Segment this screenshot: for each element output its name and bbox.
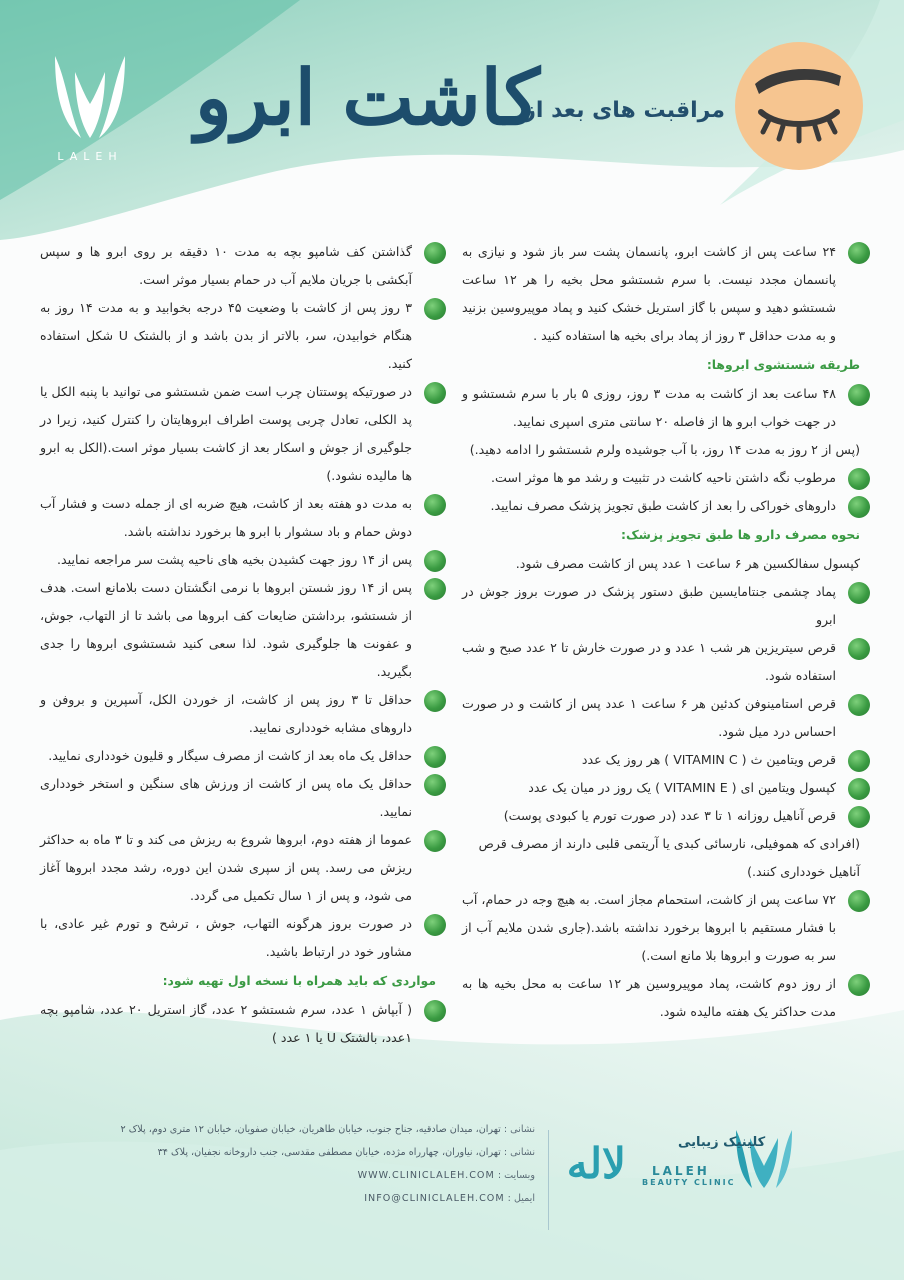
green-bullet-icon <box>424 774 446 796</box>
list-item <box>462 380 870 436</box>
green-bullet-icon <box>424 1000 446 1022</box>
list-item-text: در صورت بروز هرگونه التهاب، جوش ، ترشح و تورم غیر عادی، با مشاور خود در ارتباط باشید. <box>40 916 412 959</box>
website-line: وبسایت : WWW.CLINICLALEH.COM <box>105 1164 535 1187</box>
list-item-text: حداقل یک ماه بعد از کاشت از مصرف سیگار و قلیون خودداری نمایید. <box>48 748 412 763</box>
list-item <box>462 746 870 774</box>
list-item <box>40 910 446 966</box>
green-bullet-icon <box>424 914 446 936</box>
note-text: (افرادی که هموفیلی، نارسائی کبدی یا آریتمی قلبی دارند از مصرف قرص آناهیل خودداری کنند.) <box>478 836 860 879</box>
contact-info <box>105 1118 535 1210</box>
title-big: کاشت ابرو <box>195 53 541 142</box>
green-bullet-icon <box>424 550 446 572</box>
list-item-text: ( آبپاش ۱ عدد، سرم شستشو ۲ عدد، گاز استریل ۲۰ عدد، شامپو بچه ۱عدد، بالشتک U یا ۱ عدد ) <box>40 1002 413 1045</box>
right-column <box>462 238 870 1026</box>
list-item-text: حداقل تا ۳ روز پس از کاشت، از خوردن الکل، آسپرین و بروفن و داروهای مشابه خودداری نمایید. <box>40 692 412 735</box>
list-item <box>40 770 446 826</box>
page-title <box>195 40 725 190</box>
list-item-text: گذاشتن کف شامپو بچه به مدت ۱۰ دقیقه بر روی ابرو ها و سپس آبکشی با جریان ملایم آب در حمام بسیار موثر است. <box>40 244 412 287</box>
green-bullet-icon <box>848 242 870 264</box>
list-item <box>462 492 870 520</box>
list-item <box>40 826 446 910</box>
list-item-text: عموما از هفته دوم، ابروها شروع به ریزش می کند و تا ۳ ماه به حداکثر ریزش می رسد. پس از سپری شدن این دوره، رشد مجدد ابروها آغاز می شود، و پس از ۱ سال تکمیل می گردد. <box>40 832 412 903</box>
list-item-text: از روز دوم کاشت، پماد موپیروسین هر ۱۲ ساعت به محل بخیه ها به مدت حداکثر یک هفته مالیده شود. <box>462 976 836 1019</box>
list-item-text: در صورتیکه پوستتان چرب است ضمن شستشو می توانید با پنبه الکل یا پد الکلی، تعادل چربی پوست اطراف ابروهایتان را کنترل کنید، زیرا در جلوگیری از جوش و اسکار بعد از کاشت بسیار موثر است.(الکل به ابرو ها مالیده نشود.) <box>40 384 412 483</box>
left-column <box>40 238 446 1052</box>
address-line-2: نشانی : تهران، نیاوران، چهارراه مژده، خیابان مصطفی مقدسی، جنب داروخانه نجفیان، پلاک ۳۴ <box>157 1147 535 1158</box>
green-bullet-icon <box>848 778 870 800</box>
footer <box>0 1100 904 1280</box>
list-item-text: ۳ روز پس از کاشت با وضعیت ۴۵ درجه بخوابید و به مدت ۱۴ روز به هنگام خوابیدن، سر، بالاتر از بدن باشد و از بالشتک U شکل استفاده کنید. <box>40 300 412 371</box>
list-item <box>462 802 870 830</box>
email-link[interactable]: INFO@CLINICLALEH.COM <box>364 1193 505 1204</box>
list-item <box>40 546 446 574</box>
brand-text: LALEH <box>57 150 123 163</box>
title-small: مراقبت های بعد از <box>523 98 725 123</box>
list-item <box>462 886 870 970</box>
green-bullet-icon <box>424 382 446 404</box>
green-bullet-icon <box>848 750 870 772</box>
list-item-text: کپسول ویتامین ای ( VITAMIN E ) یک روز در میان یک عدد <box>528 780 836 795</box>
list-item-text: قرص آناهیل روزانه ۱ تا ۳ عدد (در صورت تورم یا کبودی پوست) <box>503 808 836 823</box>
list-item-text: داروهای خوراکی را بعد از کاشت طبق تجویز پزشک مصرف نمایید. <box>490 498 836 513</box>
list-item <box>40 996 446 1052</box>
green-bullet-icon <box>424 830 446 852</box>
header <box>0 0 904 220</box>
green-bullet-icon <box>424 578 446 600</box>
laleh-logo-top <box>44 52 136 163</box>
list-item-text: به مدت دو هفته بعد از کاشت، هیچ ضربه ای از جمله دست و فشار آب دوش حمام و باد سشوار با ابرو ها برخورد نداشته باشد. <box>40 496 412 539</box>
list-item-text: پس از ۱۴ روز شستن ابروها با نرمی انگشتان دست بلامانع است. هدف از شستشو، برداشتن ضایعات کف ابروها می باشد تا از التهاب، جوش، و عفونت ها جلوگیری شود. لذا سعی کنید شستشوی ابروها را جدی بگیرید. <box>40 580 412 679</box>
list-item <box>462 690 870 746</box>
list-item-text: حداقل یک ماه پس از کاشت از ورزش های سنگین و استخر خودداری نمایید. <box>40 776 412 819</box>
address-line-1: نشانی : تهران، میدان صادقیه، جناح جنوب، خیابان طاهریان، خیابان صفویان، خیابان ۱۲ متری دوم، پلاک ۲ <box>120 1124 535 1135</box>
list-item-text: ۴۸ ساعت بعد از کاشت به مدت ۳ روز، روزی ۵ بار با سرم شستشو و در جهت خواب ابرو ها از فاصله ۲۰ سانتی متری اسپری نمایید. <box>462 386 836 429</box>
list-item-text: پس از ۱۴ روز جهت کشیدن بخیه های ناحیه پشت سر مراجعه نمایید. <box>57 552 412 567</box>
section-subheading: طریقه شستشوی ابروها: <box>706 357 860 372</box>
tulip-logo-icon <box>51 52 129 140</box>
green-bullet-icon <box>848 974 870 996</box>
logo-fa-text: لاله <box>566 1139 626 1188</box>
logo-fa-sub: کلینیک زیبایی <box>678 1135 766 1150</box>
green-bullet-icon <box>424 494 446 516</box>
green-bullet-icon <box>424 746 446 768</box>
green-bullet-icon <box>424 298 446 320</box>
list-item <box>40 574 446 686</box>
email-line: ایمیل : INFO@CLINICLALEH.COM <box>105 1187 535 1210</box>
green-bullet-icon <box>848 496 870 518</box>
list-item <box>462 970 870 1026</box>
section-subheading: مواردی که باید همراه با نسخه اول تهیه شود: <box>162 973 436 988</box>
list-item <box>40 294 446 378</box>
list-item-text: ۷۲ ساعت پس از کاشت، استحمام مجاز است. به هیچ وجه در حمام، آب با فشار مستقیم با ابروها برخورد نداشته باشد.(جاری شدن ملایم آب از سر به صورت و ابروها بلا مانع است.) <box>462 892 836 963</box>
list-item <box>40 686 446 742</box>
green-bullet-icon <box>848 694 870 716</box>
green-bullet-icon <box>848 468 870 490</box>
green-bullet-icon <box>424 690 446 712</box>
list-item <box>462 238 870 350</box>
list-item <box>462 634 870 690</box>
list-item <box>462 464 870 492</box>
list-item <box>462 774 870 802</box>
section-subheading: نحوه مصرف دارو ها طبق تجویز پزشک: <box>620 527 860 542</box>
note-text: کپسول سفالکسین هر ۶ ساعت ۱ عدد پس از کاشت مصرف شود. <box>515 556 860 571</box>
note-text: (پس از ۲ روز به مدت ۱۴ روز، با آب جوشیده ولرم شستشو را ادامه دهید.) <box>469 442 860 457</box>
green-bullet-icon <box>848 890 870 912</box>
list-item-text: قرص ویتامین ث ( VITAMIN C ) هر روز یک عدد <box>581 752 836 767</box>
list-item <box>40 490 446 546</box>
green-bullet-icon <box>848 582 870 604</box>
list-item-text: قرص سیتریزین هر شب ۱ عدد و در صورت خارش تا ۲ عدد صبح و شب استفاده شود. <box>462 640 836 683</box>
closed-eye-icon <box>733 40 865 172</box>
website-link[interactable]: WWW.CLINICLALEH.COM <box>357 1170 495 1181</box>
list-item-text: پماد چشمی جنتامایسین طبق دستور پزشک در صورت بروز جوش در ابرو <box>462 584 836 627</box>
list-item <box>40 238 446 294</box>
green-bullet-icon <box>848 806 870 828</box>
logo-en-text: LALEH <box>652 1164 710 1178</box>
list-item-text: مرطوب نگه داشتن ناحیه کاشت در تثبیت و رشد مو ها موثر است. <box>491 470 836 485</box>
footer-divider <box>548 1130 549 1230</box>
list-item-text: قرص استامینوفن کدئین هر ۶ ساعت ۱ عدد پس از کاشت و در صورت احساس درد میل شود. <box>462 696 836 739</box>
list-item <box>40 378 446 490</box>
list-item <box>40 742 446 770</box>
list-item-text: ۲۴ ساعت پس از کاشت ابرو، پانسمان پشت سر باز شود و نیازی به پانسمان مجدد نیست. با سرم شستشو محل بخیه را هر ۱۲ ساعت شستشو دهید و سپس با گاز استریل خشک کنید و پماد موپیروسین بزنید و به مدت حداقل ۳ روز از پماد برای بخیه ها استفاده کنید . <box>462 244 836 343</box>
green-bullet-icon <box>848 384 870 406</box>
list-item <box>462 578 870 634</box>
green-bullet-icon <box>424 242 446 264</box>
green-bullet-icon <box>848 638 870 660</box>
logo-en-sub: BEAUTY CLINIC <box>642 1178 736 1187</box>
